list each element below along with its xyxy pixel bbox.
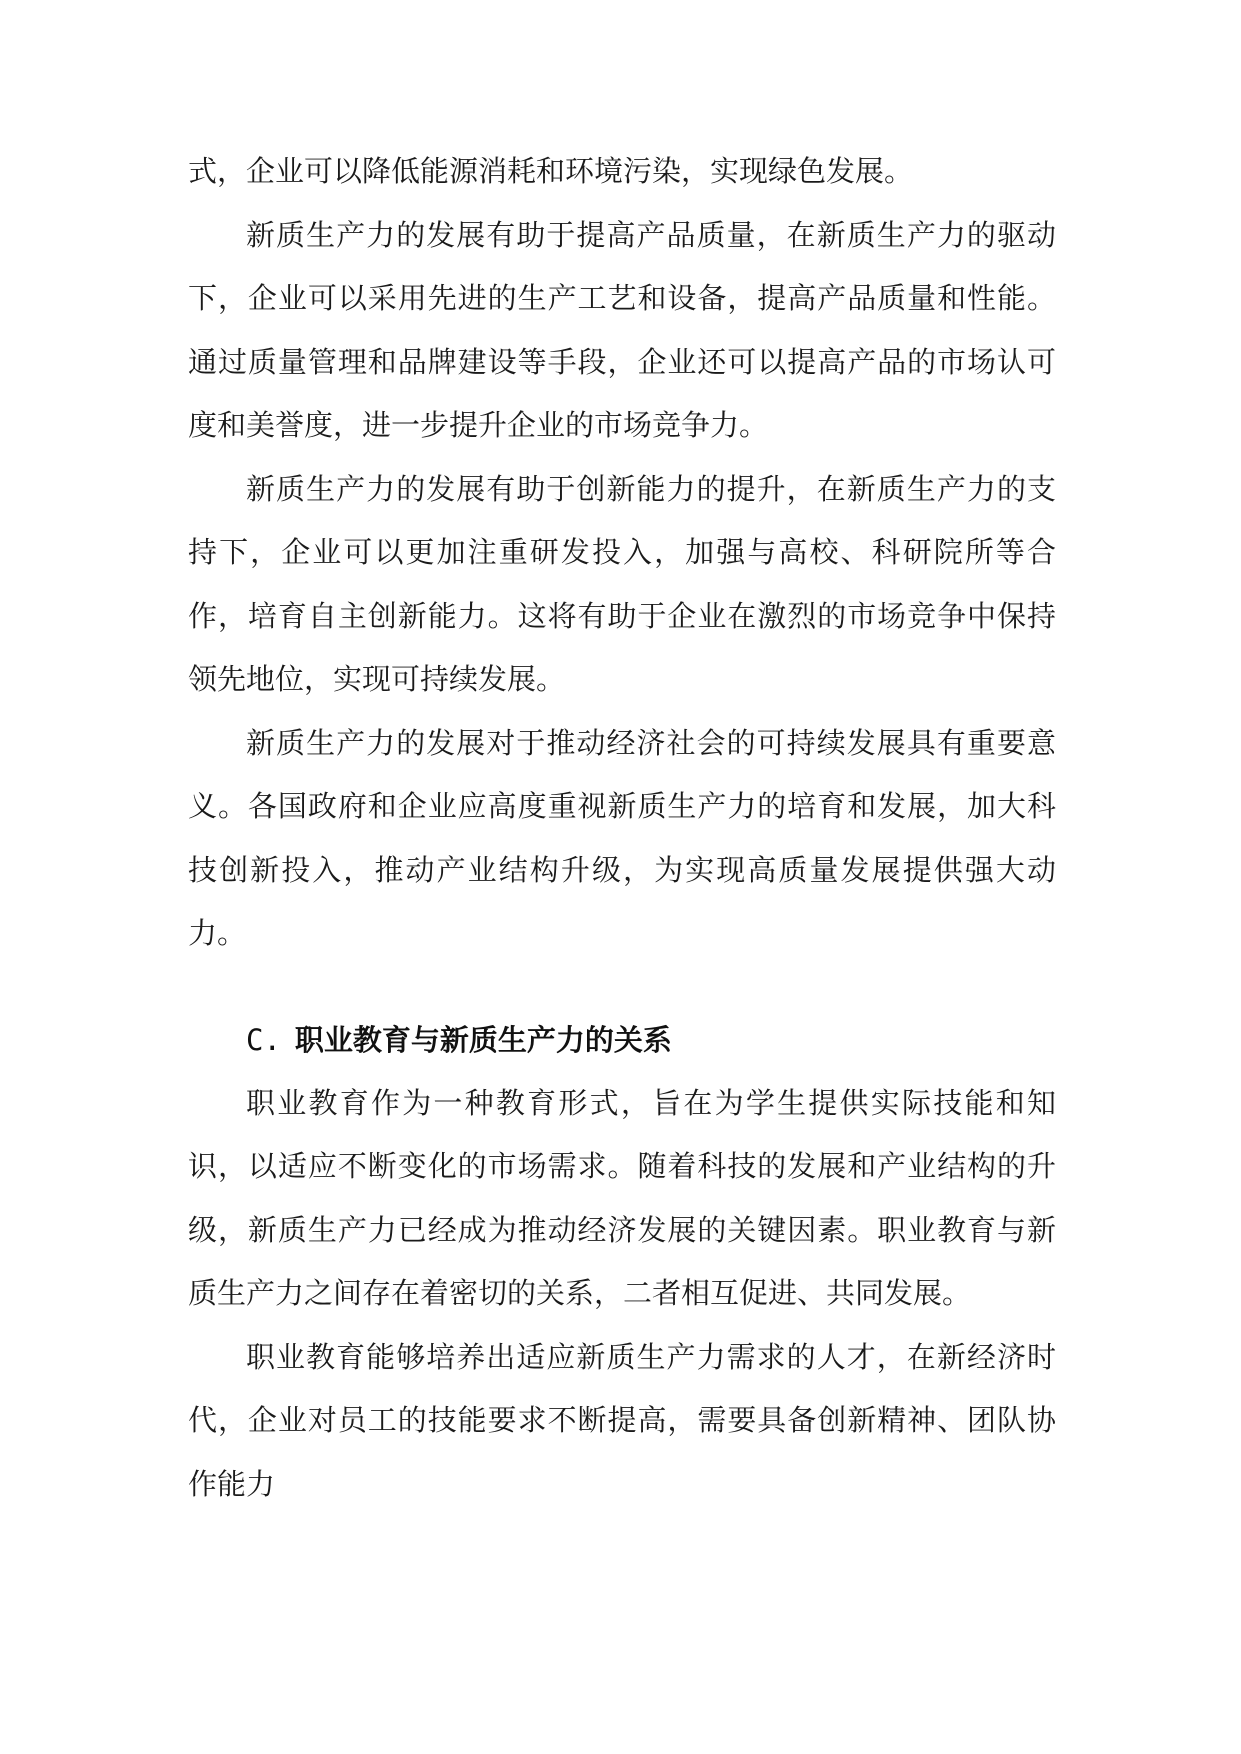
paragraph-product-quality: 新质生产力的发展有助于提高产品质量，在新质生产力的驱动下，企业可以采用先进的生产工艺和设备，提高产品质量和性能。通过质量管理和品牌建设等手段，企业还可以提高产品的市场认可度和美誉度，进一步提升企业的市场竞争力。 <box>188 217 1056 442</box>
section-number: C. <box>246 1022 281 1057</box>
section-title: 职业教育与新质生产力的关系 <box>294 1022 672 1057</box>
document-body <box>188 140 1056 1516</box>
paragraph-innovation-capability: 新质生产力的发展有助于创新能力的提升，在新质生产力的支持下，企业可以更加注重研发投入，加强与高校、科研院所等合作，培育自主创新能力。这将有助于企业在激烈的市场竞争中保持领先地位，实现可持续发展。 <box>188 471 1056 696</box>
paragraph-continued: 式，企业可以降低能源消耗和环境污染，实现绿色发展。 <box>188 154 914 188</box>
paragraph-talent-cultivation: 职业教育能够培养出适应新质生产力需求的人才，在新经济时代，企业对员工的技能要求不断提高，需要具备创新精神、团队协作能力 <box>188 1339 1056 1501</box>
section-heading <box>188 1008 1056 1072</box>
paragraph-vocational-education: 职业教育作为一种教育形式，旨在为学生提供实际技能和知识，以适应不断变化的市场需求。随着科技的发展和产业结构的升级，新质生产力已经成为推动经济发展的关键因素。职业教育与新质生产力之间存在着密切的关系，二者相互促进、共同发展。 <box>188 1085 1056 1310</box>
paragraph-sustainable-development: 新质生产力的发展对于推动经济社会的可持续发展具有重要意义。各国政府和企业应高度重视新质生产力的培育和发展，加大科技创新投入，推动产业结构升级，为实现高质量发展提供强大动力。 <box>188 725 1056 950</box>
